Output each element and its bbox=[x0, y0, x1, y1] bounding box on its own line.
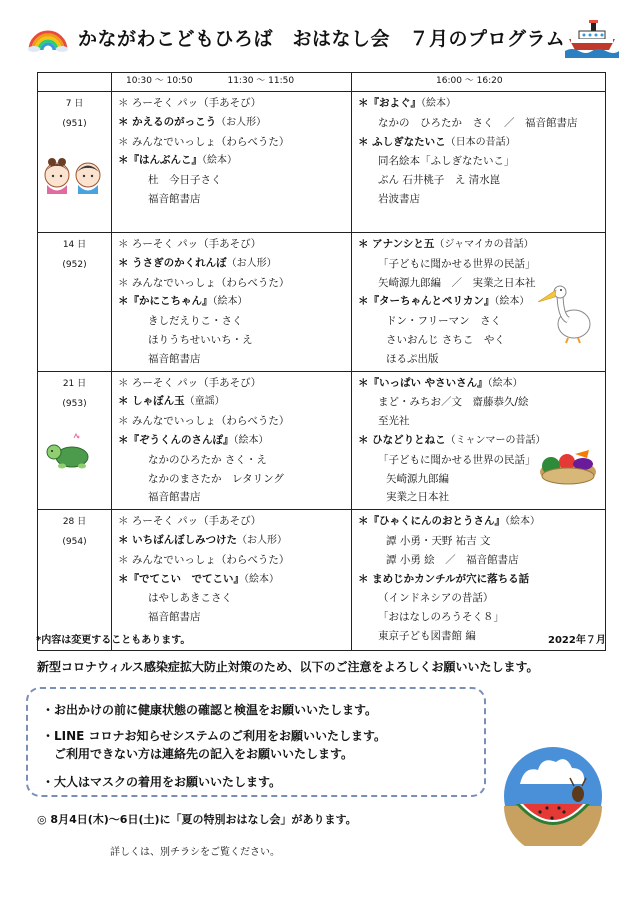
program-item: ＊ ろーそく パッ（手あそび） bbox=[118, 376, 262, 389]
morning-time-header bbox=[112, 73, 352, 92]
program-item: ＊ まめじかカンチルが穴に落ちる話 bbox=[358, 572, 530, 585]
notice-box bbox=[26, 687, 486, 797]
program-credit: なかのまさたか レタリング bbox=[148, 472, 284, 485]
time-slot-b: 11:30 ～ 11:50 bbox=[227, 76, 295, 86]
program-table bbox=[37, 72, 606, 651]
turtle-icon bbox=[44, 432, 94, 470]
morning-program bbox=[112, 92, 352, 233]
program-item: ＊ ろーそく パッ（手あそび） bbox=[118, 97, 262, 109]
table-row bbox=[38, 233, 606, 372]
afternoon-program bbox=[352, 510, 606, 651]
time-slot-c: 16:00 ～ 16:20 bbox=[436, 76, 503, 86]
program-credit: 「子どもに聞かせる世界の民話」 bbox=[378, 257, 536, 270]
program-credit: きしだえりこ・さく bbox=[148, 315, 243, 328]
session-number: (951) bbox=[62, 119, 87, 129]
program-credit: 岩波書店 bbox=[378, 192, 420, 205]
program-credit: 矢崎源九郎編 bbox=[386, 472, 449, 485]
notice-item: ・LINE コロナお知らせシステムのご利用をお願いいたします。 bbox=[42, 729, 387, 743]
program-credit: ドン・フリーマン さく bbox=[386, 315, 502, 328]
watermelon-icon bbox=[502, 746, 604, 846]
program-item: ＊『およぐ』（絵本） bbox=[358, 97, 456, 109]
program-credit: 福音館書店 bbox=[148, 491, 201, 504]
program-credit: 至光社 bbox=[378, 415, 410, 428]
program-credit: 譚 小勇 絵 ／ 福音館書店 bbox=[386, 553, 519, 566]
program-credit: 杜 今日子さく bbox=[148, 174, 222, 187]
session-number: (953) bbox=[62, 398, 87, 409]
session-number: (952) bbox=[62, 260, 87, 270]
date: 21 日 bbox=[62, 378, 87, 389]
program-item: ＊ みんなでいっしょ（わらべうた） bbox=[118, 415, 290, 428]
program-item: ＊ みんなでいっしょ（わらべうた） bbox=[118, 553, 290, 566]
afternoon-time-header bbox=[352, 73, 606, 92]
program-credit: 東京子ども図書館 編 bbox=[378, 629, 476, 642]
program-credit: 同名絵本「ふしぎなたいこ」 bbox=[378, 155, 515, 168]
program-credit: 実業之日本社 bbox=[386, 491, 449, 504]
program-credit: 「子どもに聞かせる世界の民話」 bbox=[378, 453, 536, 466]
time-slot-a: 10:30 ～ 10:50 bbox=[126, 76, 193, 86]
program-credit: さいおんじ さちこ やく bbox=[386, 333, 505, 346]
program-credit: なかのひろたか さく・え bbox=[148, 453, 267, 466]
vegetables-icon bbox=[537, 446, 599, 486]
pelican-icon bbox=[538, 282, 598, 344]
covid-notice: 新型コロナウィルス感染症拡大防止対策のため、以下のご注意をよろしくお願いいたします。 bbox=[37, 660, 539, 674]
date-cell bbox=[38, 510, 112, 651]
program-item: ＊『でてこい でてこい』（絵本） bbox=[118, 572, 279, 585]
program-item: ＊『ターちゃんとペリカン』（絵本） bbox=[358, 295, 530, 308]
program-item: ＊ ろーそく パッ（手あそび） bbox=[118, 238, 262, 250]
ship-icon bbox=[565, 20, 619, 58]
afternoon-program bbox=[352, 371, 606, 510]
program-credit: はやしあきこさく bbox=[148, 592, 232, 605]
program-item: ＊『ひゃくにんのおとうさん』（絵本） bbox=[358, 515, 540, 528]
program-credit: ほりうちせいいち・え bbox=[148, 333, 253, 346]
table-row bbox=[38, 92, 606, 233]
program-item: ＊『いっぱい やさいさん』（絵本） bbox=[358, 376, 523, 389]
program-item: ＊ ろーそく パッ（手あそび） bbox=[118, 515, 262, 528]
program-credit: （インドネシアの昔話） bbox=[378, 592, 494, 605]
morning-program bbox=[112, 371, 352, 510]
special-event: ◎ 8月4日(木)～6日(土)に「夏の特別おはなし会」があります。 bbox=[37, 813, 357, 826]
program-credit: 「おはなしのろうそく８」 bbox=[378, 611, 504, 624]
afternoon-program bbox=[352, 92, 606, 233]
program-credit: ほるぷ出版 bbox=[386, 352, 439, 365]
morning-program bbox=[112, 510, 352, 651]
program-item: ＊ みんなでいっしょ（わらべうた） bbox=[118, 276, 290, 289]
program-credit: まど・みちお／文 齋藤恭久/絵 bbox=[378, 396, 529, 409]
program-item: ＊ いちばんぼしみつけた（お人形） bbox=[118, 533, 287, 546]
change-note: *内容は変更することもあります。 bbox=[36, 635, 191, 646]
program-credit: なかの ひろたか さく ／ 福音館書店 bbox=[378, 116, 578, 129]
program-item: ＊ うさぎのかくれんぼ（お人形） bbox=[118, 256, 277, 269]
program-credit: 福音館書店 bbox=[148, 352, 201, 365]
program-item: ＊『はんぶんこ』（絵本） bbox=[118, 154, 237, 167]
program-item: ＊ ひなどりとねこ（ミャンマーの昔話） bbox=[358, 433, 546, 446]
notice-item: ・大人はマスクの着用をお願いいたします。 bbox=[42, 775, 282, 789]
program-item: ＊ みんなでいっしょ（わらべうた） bbox=[118, 135, 290, 148]
program-item: ＊ アナンシと五（ジャマイカの昔話） bbox=[358, 238, 534, 250]
issue-date: 2022年７月 bbox=[548, 635, 606, 646]
program-credit: 譚 小勇・天野 祐吉 文 bbox=[386, 534, 491, 547]
date: 7 日 bbox=[65, 99, 84, 109]
program-item: ＊『かにこちゃん』（絵本） bbox=[118, 295, 248, 308]
program-credit: ぶん 石井桃子 え 清水崑 bbox=[378, 174, 501, 187]
details-note: 詳しくは、別チラシをご覧ください。 bbox=[110, 847, 280, 858]
program-credit: 福音館書店 bbox=[148, 611, 201, 624]
session-number: (954) bbox=[62, 537, 87, 548]
morning-program bbox=[112, 233, 352, 372]
date: 14 日 bbox=[62, 240, 87, 250]
program-item: ＊ しゃぼん玉（童謡） bbox=[118, 395, 225, 408]
table-row bbox=[38, 371, 606, 510]
table-row bbox=[38, 510, 606, 651]
dolls-icon bbox=[42, 152, 104, 194]
notice-item: ご利用できない方は連絡先の記入をお願いいたします。 bbox=[42, 747, 354, 761]
page-title: かながわこどもひろば おはなし会 ７月のプログラム bbox=[78, 28, 566, 50]
program-credit: 福音館書店 bbox=[148, 192, 201, 205]
notice-item: ・お出かけの前に健康状態の確認と検温をお願いいたします。 bbox=[42, 703, 378, 717]
date-cell bbox=[38, 233, 112, 372]
program-item: ＊『ぞうくんのさんぽ』（絵本） bbox=[118, 433, 269, 446]
date: 28 日 bbox=[62, 517, 87, 528]
program-item: ＊ ふしぎなたいこ（日本の昔話） bbox=[358, 135, 516, 148]
program-item: ＊ かえるのがっこう（お人形） bbox=[118, 115, 267, 128]
program-credit: 矢崎源九郎編 ／ 実業之日本社 bbox=[378, 276, 536, 289]
rainbow-icon bbox=[28, 22, 68, 52]
